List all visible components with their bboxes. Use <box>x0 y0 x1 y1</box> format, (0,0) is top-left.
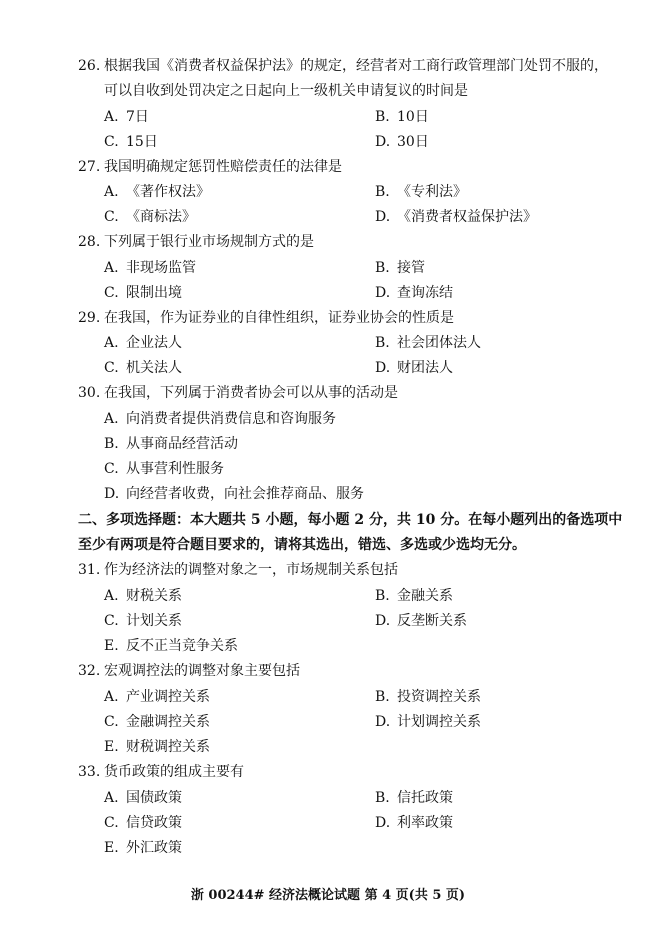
option-b: B. 接管 <box>375 260 425 276</box>
question-32-stem <box>78 662 300 680</box>
question-number: 33. <box>78 764 101 780</box>
option-d: D. 30日 <box>375 134 429 150</box>
question-text: 在我国，作为证券业的自律性组织，证券业协会的性质是 <box>104 310 454 326</box>
question-number: 26. <box>78 58 101 74</box>
option-b: B. 信托政策 <box>375 790 453 806</box>
section-heading: 二、多项选择题：本大题共 5 小题，每小题 2 分，共 10 分。在每小题列出的备选项中 <box>78 512 623 528</box>
question-31-stem <box>78 561 398 579</box>
question-text: 我国明确规定惩罚性赔偿责任的法律是 <box>104 159 342 175</box>
option-b: B. 从事商品经营活动 <box>104 436 238 452</box>
question-33-stem <box>78 763 244 781</box>
question-text: 宏观调控法的调整对象主要包括 <box>104 663 300 679</box>
question-27-stem <box>78 158 342 176</box>
question-number: 30. <box>78 385 101 401</box>
question-28-stem <box>78 233 314 251</box>
question-text: 在我国，下列属于消费者协会可以从事的活动是 <box>104 385 398 401</box>
option-b: B. 投资调控关系 <box>375 689 481 705</box>
option-c: C. 计划关系 <box>104 613 182 629</box>
option-d: D. 利率政策 <box>375 815 453 831</box>
option-a: A. 财税关系 <box>104 588 182 604</box>
option-b: B. 10日 <box>375 109 429 125</box>
question-30-stem <box>78 384 398 402</box>
option-a: A. 向消费者提供消费信息和咨询服务 <box>104 411 336 427</box>
option-a: A. 国债政策 <box>104 790 182 806</box>
option-d: D. 财团法人 <box>375 360 453 376</box>
option-e: E. 反不正当竞争关系 <box>104 638 238 654</box>
option-b: B. 金融关系 <box>375 588 453 604</box>
page-footer: 浙 00244# 经济法概论试题 第 4 页(共 5 页) <box>190 888 466 903</box>
option-a: A. 非现场监管 <box>104 260 196 276</box>
question-number: 28. <box>78 234 101 250</box>
option-a: A. 企业法人 <box>104 335 182 351</box>
question-text: 货币政策的组成主要有 <box>104 764 244 780</box>
option-d: D. 反垄断关系 <box>375 613 467 629</box>
option-c: C. 15日 <box>104 134 158 150</box>
option-d: D. 向经营者收费，向社会推荐商品、服务 <box>104 486 364 502</box>
option-e: E. 外汇政策 <box>104 840 182 856</box>
question-26-stem-continued: 可以自收到处罚决定之日起向上一级机关申请复议的时间是 <box>104 83 468 99</box>
option-c: C. 信贷政策 <box>104 815 182 831</box>
option-c: C. 金融调控关系 <box>104 714 210 730</box>
option-a: A. 7日 <box>104 109 149 125</box>
option-d: D. 《消费者权益保护法》 <box>375 209 537 225</box>
question-text: 根据我国《消费者权益保护法》的规定，经营者对工商行政管理部门处罚不服的， <box>104 58 608 74</box>
question-29-stem <box>78 309 454 327</box>
question-number: 27. <box>78 159 101 175</box>
option-d: D. 查询冻结 <box>375 285 453 301</box>
question-text: 作为经济法的调整对象之一，市场规制关系包括 <box>104 562 398 578</box>
option-a: A. 《著作权法》 <box>104 184 210 200</box>
option-c: C. 从事营利性服务 <box>104 461 224 477</box>
option-e: E. 财税调控关系 <box>104 739 210 755</box>
option-c: C. 限制出境 <box>104 285 182 301</box>
question-text: 下列属于银行业市场规制方式的是 <box>104 234 314 250</box>
question-number: 29. <box>78 310 101 326</box>
option-b: B. 《专利法》 <box>375 184 467 200</box>
option-c: C. 机关法人 <box>104 360 182 376</box>
option-d: D. 计划调控关系 <box>375 714 481 730</box>
option-a: A. 产业调控关系 <box>104 689 210 705</box>
question-26-stem <box>78 57 608 75</box>
question-number: 32. <box>78 663 101 679</box>
option-c: C. 《商标法》 <box>104 209 196 225</box>
section-instructions: 至少有两项是符合题目要求的，请将其选出，错选、多选或少选均无分。 <box>78 537 526 553</box>
question-number: 31. <box>78 562 101 578</box>
option-b: B. 社会团体法人 <box>375 335 481 351</box>
